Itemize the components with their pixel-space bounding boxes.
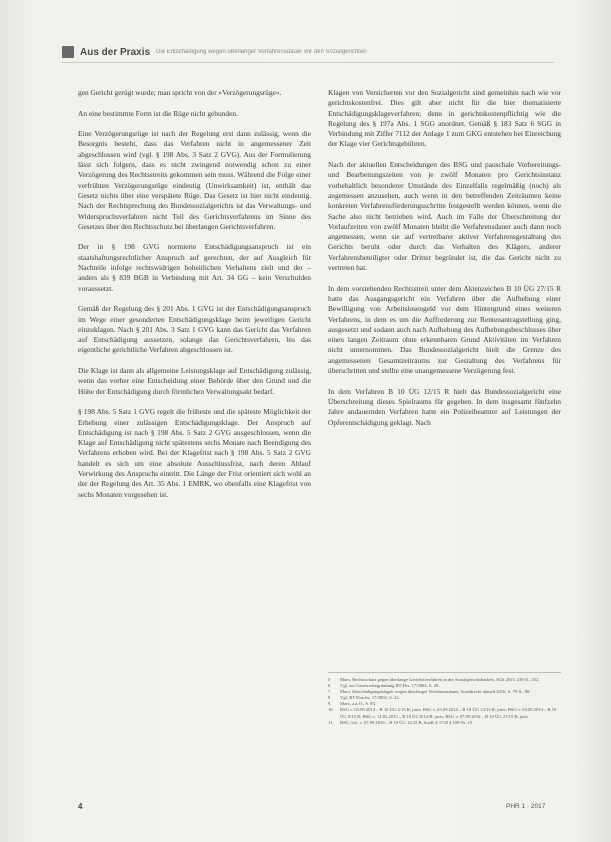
footnote-number: 10 [328,707,333,713]
footnote-number: 11 [328,719,333,725]
footnote-text: BSG v. 03.09.2014 – B 10 ÜG 2/13 R; juris; BSG v. 03.09.2014 – B 10 ÜG 12/13 R; juris; BSG v. 03.09.2014 – B 10 ÜG 9/13 R; BSG v. 12.02.2015 – B 10 ÜG 8/14 R; juris; BSG v. 07.09.2016 – B 10 ÜG 27/15 R; juris. [340,707,557,719]
running-header [62,44,562,60]
journal-reference: PHR 1 · 2017 [506,803,546,810]
header-subtitle: Die Entschädigung wegen überlanger Verfahrensdauer vor den Sozialgerichten [156,49,367,55]
paragraph: Nach der aktuellen Entscheidungen des BSG und pauschale Vorbereitungs- und Bearbeitungszeiten von je zwölf Monaten pro Gerichtsinstanz vorbehaltlich besonderer Umstände des Einzelfalls regelmäßig (noch) als angemessen anzusehen, auch wenn in den betreffenden Zeiträumen keine konkreten Verfahrensförderungsschritte festgestellt werden können, wenn die Sache also nicht betrieben wird. Auch im Falle der Überschreitung der Vorlaufzeiten von zwölf Monaten bleibt die Verfahrensdauer auch dann noch angemessen, wenn sie auf vertretbarer aktiver Verfahrensgestaltung des Gerichts beruht oder durch das Verhalten des Klägers, anderer Verfahrensbeteiligter oder Dritter begründet ist, die das Gericht nicht zu vertreten hat. [328,160,561,273]
paragraph: Gemäß der Regelung des § 201 Abs. 1 GVG ist der Entschädigungsanspruch im Wege einer gesonderten Entschädigungsklage beim jeweiligen Gericht einzuklagen. Nach § 201 Abs. 3 Satz 1 GVG kann das Gericht das Verfahren auf Entschädigung aussetzen, solange das Gerichtsverfahren, bis das eigentliche gerichtliche Verfahren abgeschlossen ist. [78,304,311,355]
paragraph: Die Klage ist dann als allgemeine Leistungsklage auf Entschädigung zulässig, wenn das vorher eine Entscheidung einer Behörde über den Grund und die Höhe der Entschädigung durch förmlichen Verwaltungsakt bedarf. [78,366,311,396]
right-column [328,88,561,438]
footnote [328,720,561,726]
section-marker [62,46,74,58]
footnote-text: Vgl. zur Gesetzesbegründung BT-Drs. 17/3802, S. 20. [340,683,440,689]
paragraph: § 198 Abs. 5 Satz 1 GVG regelt die früheste und die späteste Möglichkeit der Erhebung einer zulässigen Entschädigungsklage. Der Anspruch auf Entschädigung ist nach § 198 Abs. 5 Satz 2 GVG ausgeschlossen, wenn die Klage auf Entschädigung nicht spätestens sechs Monate nach Beendigung des Verfahrens erhoben wird. Bei der Klagefrist nach § 198 Abs. 5 Satz 2 GVG handelt es sich um eine absolute Ausschlussfrist, nach deren Ablauf Verwirkung des Anspruchs eintritt. Die Länge der Frist orientiert sich wohl an der der Regelung des Art. 35 Abs. 1 EMRK, wo ebenfalls eine Klagefrist von sechs Monaten vorgesehen ist. [78,407,311,499]
paragraph: Klagen von Versicherten vor den Sozialgericht sind gemeinhin nach wie vor gerichtskostenfrei. Dies gilt aber nicht für die hier thematisierte Entschädigungsklageverfahren; denn in gerichtskostenpflichtig wie die Regelung des § 197a Abs. 1 SGG anordnet. Gemäß § 183 Satz 6 SGG in Verbindung mit Ziffer 7112 der Anlage 1 zum GKG entstehen bei Einreichung der Klage vier Gerichtsgebühren. [328,88,561,149]
page-number: 4 [78,802,83,811]
paragraph: gen Gericht gerügt wurde; man spricht von der »Verzögerungsrüge«. [78,88,282,97]
paragraph: An eine bestimmte Form ist die Rüge nicht gebunden. [78,108,238,118]
footnote-number: 5 [328,677,331,682]
footnote-number: 7 [328,689,331,695]
paragraph: In dem vorstehenden Rechtsstreit unter dem Aktenzeichen B 10 ÜG 27/15 R hatte das Ausgangsgericht ein Verfahren über die Aufhebung einer Bewilligung von Arbeitslosengeld vor dem Hintergrund eines weiteren Verfahrens, in dem es um die Aufforderung zur Rentenantragstellung ging, ausgesetzt und sodann auch nach Aufhebung des Aufhebungsbeschlusses über einen langen Zeitraum ohne erkennbaren Grund Aktivitäten im Verfahren nicht unternommen. Das Bundessozialgericht hielt die Grenze des angemessenen Gesamtzeitraums zur Gestaltung des Verfahrens für überschritten und stellte eine unangemessene Verzögerung fest. [328,283,561,376]
section-title: Aus der Praxis [80,46,151,58]
header-divider [62,62,554,63]
footnote-number: 8 [328,695,331,701]
paragraph: In dem Verfahren B 10 ÜG 12/15 R hielt das Bundessozialgericht eine Überschreitung dieses Spielraums für gegeben. In dem insgesamt fünfzehn Jahre andauernden Verfahren hatte ein Polizeibeamter auf Leistungen der Opferentschädigung geklagt. Nach [328,386,561,427]
paragraph: Der in § 198 GVG normierte Entschädigungsanspruch ist ein staatshaftungsrechtlicher Anspruch auf gerechten, der auf Ausgleich für Nachteile infolge rechtswidrigen hoheitlichen Verhaltens zielt und der – anders als § 839 BGB in Verbindung mit Art. 34 GG – kein Verschulden voraussetzt. [78,242,311,293]
footnote [328,707,561,719]
footnote-text: Marx, Rechtsschutz gegen überlange Gerichtsverfahren in der Sozialgerichtsbarkeit, SGb 2013, 249 ff., 252. [340,677,540,682]
footnote-number: 9 [328,701,331,707]
paragraph: Eine Verzögerungsrüge ist nach der Regelung erst dann zulässig, wenn die Besorgnis besteht, dass das Verfahren nicht in angemessener Zeit abgeschlossen wird (vgl. § 198 Abs. 3 Satz 2 GVG). Aus der Formulierung lässt sich folgern, dass es nicht zwingend notwendig schon zu einer Verzögerung des Rechtsstreits gekommen sein muss. Während die Folge einer verfrühten Verzögerungsrüge eindeutig (Unwirksamkeit) ist, enthält das Gesetz nichts über eine verspätete Rüge. Das Gesetz ist hier nicht eindeutig. Nach der Rechtsprechung des Bundessozialgerichts ist das Verwaltungs- und Widerspruchsverfahren nicht Teil des Gerichtsverfahrens im Sinne des Gesetzes über den Rechtsschutz bei überlangen Gerichtsverfahren. [78,129,311,231]
footnote-text: Marx, a.a.O., S. 83. [340,701,376,707]
footnote-number: 6 [328,683,331,689]
footnotes [328,672,561,726]
left-column [78,88,311,510]
footnote-text: Vgl. BT-Drucks. 17/3802, S. 22. [340,695,400,701]
footnote-text: BSG, Urt. v. 07.09.2016 – B 10 ÜG 12/15 R, SozR 4-1720 § 198 Nr. 15. [340,719,474,725]
footnote-text: Marx, Entschädigungsklagen wegen überlanger Verfahrensdauer, Sozialrecht aktuell 2016, S. 79 ff., 80. [340,689,531,695]
